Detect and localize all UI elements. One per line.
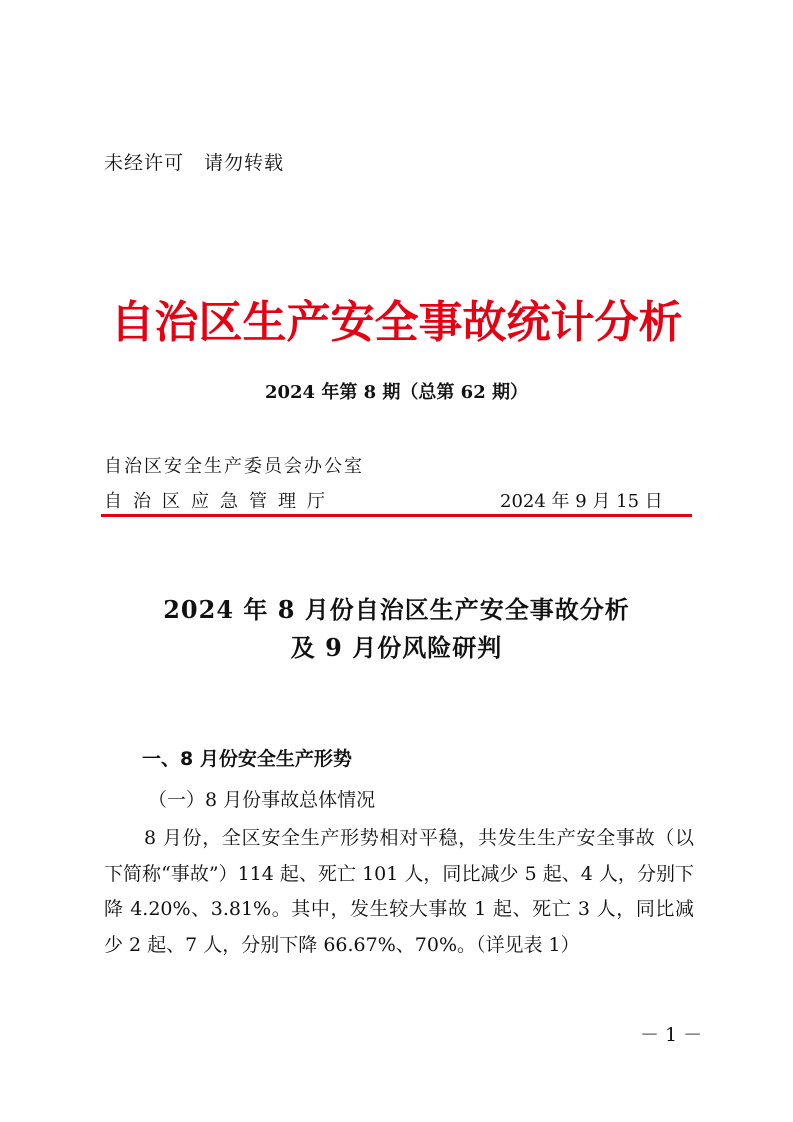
section-heading: 一、8 月份安全生产形势: [142, 748, 352, 770]
issuer-office: 自治区安全生产委员会办公室: [104, 456, 364, 477]
article-title-line1: 2024 年 8 月份自治区生产安全事故分析: [163, 595, 630, 624]
masthead-title: 自治区生产安全事故统计分析: [110, 297, 683, 348]
copyright-notice: 未经许可 请勿转载: [104, 152, 285, 174]
issue-number: 2024 年第 8 期（总第 62 期）: [264, 382, 528, 403]
subsection-heading: （一）8 月份事故总体情况: [148, 789, 376, 811]
body-paragraph: 8 月份，全区安全生产形势相对平稳，共发生生产安全事故（以下简称“事故”）114 起、死亡 101 人，同比减少 5 起、4 人，分别下降 4.20%、3.81%。其中，发生较大事故 1 起、死亡 3 人，同比减少 2 起、7 人，分别下降 66.67%、70%。（详见表 1）: [104, 827, 694, 956]
issuer-department: 自治区应急管理厅: [104, 491, 336, 512]
page-number: － 1 －: [640, 1024, 703, 1046]
issue-date: 2024 年 9 月 15 日: [500, 491, 663, 512]
red-separator-line: [101, 514, 692, 517]
article-title-line2: 及 9 月份风险研判: [290, 633, 503, 662]
